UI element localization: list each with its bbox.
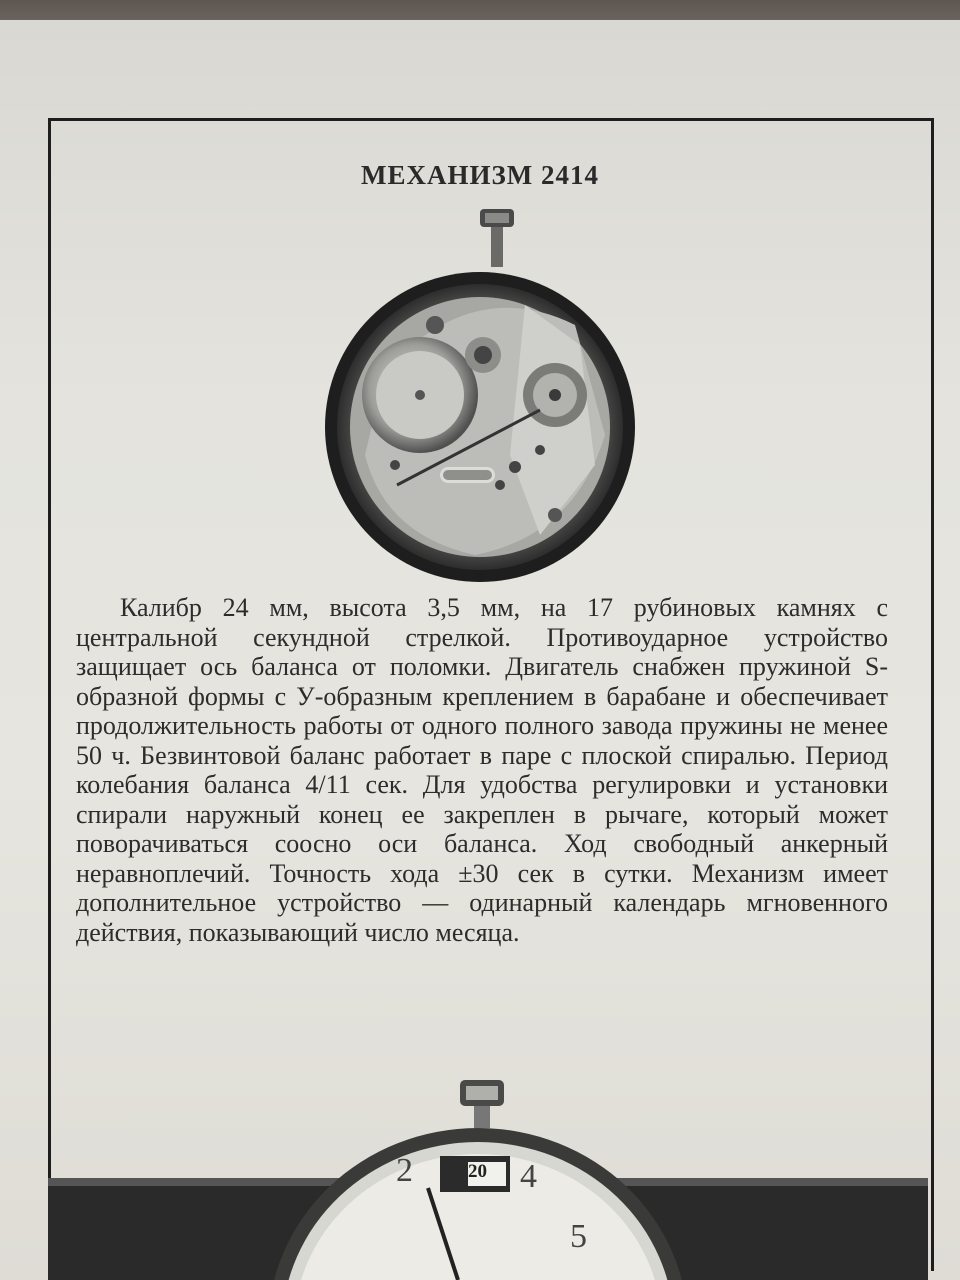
watch-photo — [48, 1078, 928, 1280]
description-text: Калибр 24 мм, высота 3,5 мм, на 17 рубиновых камнях с центральной секундной стрелкой. Противоударное устройство защищает ось баланса от поломки. Двигатель снабжен пружиной S-образной формы с У-образным креплением в барабане и обеспечивает продолжительность работы от одного полного завода пружины не менее 50 ч. Безвинтовой баланс работает в паре с плоской спиралью. Период колебания баланса 4/11 сек. Для удобства регулировки и установки спирали наружный конец ее закреплен в рычаге, который может поворачиваться соосно оси баланса. Ход свободный анкерный неравноплечий. Точность хода ±30 сек в сутки. Механизм имеет дополнительное устройство — одинарный календарь мгновенного действия, показывающий число месяца. — [76, 593, 888, 947]
page-title: МЕХАНИЗМ 2414 — [361, 160, 599, 190]
movement-photo — [325, 205, 635, 585]
dial-numeral-5: 5 — [570, 1218, 587, 1255]
watch-date: 20 — [468, 1161, 487, 1182]
dial-numeral-2: 2 — [396, 1152, 413, 1189]
dial-numeral-4: 4 — [520, 1158, 537, 1195]
